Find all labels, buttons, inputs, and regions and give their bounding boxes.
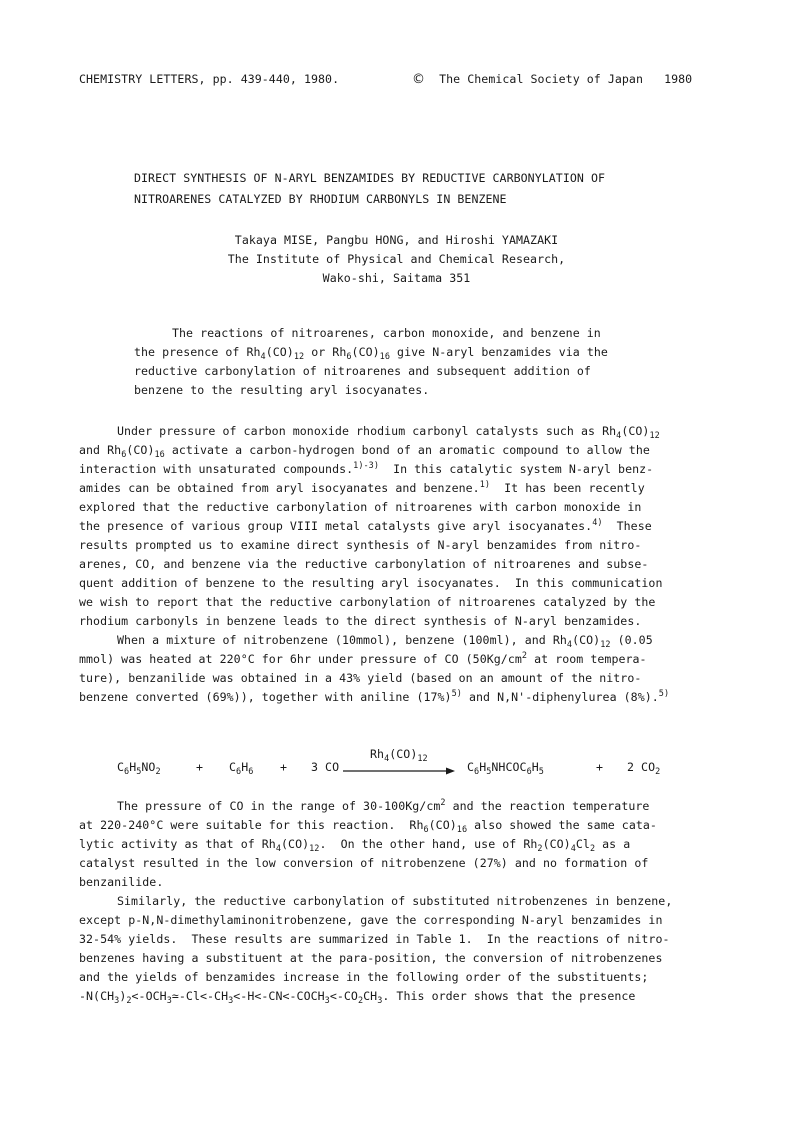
author-names: Takaya MISE, Pangbu HONG, and Hiroshi YAMAZAKI	[234, 233, 559, 247]
author-institute: The Institute of Physical and Chemical Research,	[227, 252, 566, 266]
reactant-co: 3 CO	[311, 760, 340, 774]
body-line: ture), benzanilide was obtained in a 43% yield (based on an amount of the nitro-	[79, 671, 642, 685]
abstract-line: the presence of $Rh_4(CO)_{12}$ or $Rh_6(CO)_{16}$ give N-aryl benzamides via the	[134, 345, 608, 362]
body-line: at 220-240°C were suitable for this reaction. $Rh_6(CO)_{16}$ also showed the same cata-	[79, 818, 657, 835]
title-line-2: NITROARENES CATALYZED BY RHODIUM CARBONYLS IN BENZENE	[134, 192, 507, 206]
body-line: quent addition of benzene to the resulting aryl isocyanates. In this communication	[79, 576, 663, 590]
plus-sign: +	[280, 760, 288, 774]
author-address: Wako-shi, Saitama 351	[322, 271, 471, 285]
body-line: explored that the reductive carbonylation of nitroarenes with carbon monoxide in	[79, 500, 642, 514]
reactant-benzene: $C_6H_6$	[229, 760, 254, 777]
body-line: and $Rh_6(CO)_{16}$ activate a carbon-hydrogen bond of an aromatic compound to allow the	[79, 443, 650, 460]
title-line-1: DIRECT SYNTHESIS OF N-ARYL BENZAMIDES BY REDUCTIVE CARBONYLATION OF	[134, 171, 606, 185]
body-line: When a mixture of nitrobenzene (10mmol), benzene (100ml), and $Rh_4(CO)_{12}$ (0.05	[117, 633, 653, 650]
body-line: lytic activity as that of $Rh_4(CO)_{12}$. On the other hand, use of $Rh_2(CO)_4Cl_2$ as a	[79, 837, 631, 854]
product-co2: 2 $CO_2$	[627, 760, 661, 777]
body-line: arenes, CO, and benzene via the reductive carbonylation of nitroarenes and subse-	[79, 557, 649, 571]
body-line: results prompted us to examine direct synthesis of N-aryl benzamides from nitro-	[79, 538, 642, 552]
product-benzanilide: $C_6H_5NHCOC_6H_5$	[467, 760, 544, 777]
body-line: benzanilide.	[79, 875, 164, 889]
abstract-line: benzene to the resulting aryl isocyanates.	[134, 383, 430, 397]
plus-sign: +	[196, 760, 204, 774]
body-line: Under pressure of carbon monoxide rhodium carbonyl catalysts such as $Rh_4(CO)_{12}$	[117, 424, 660, 441]
body-line: catalyst resulted in the low conversion of nitrobenzene (27%) and no formation of	[79, 856, 649, 870]
body-line: we wish to report that the reductive carbonylation of nitroarenes catalyzed by the	[79, 595, 656, 609]
body-line: $-N(CH_3)_2<-OCH_3≃-Cl<-CH_3<-H<-CN<-COCH_3<-CO_2CH_3$. This order shows that the presence	[79, 989, 636, 1006]
body-line: The pressure of CO in the range of $30-100Kg/cm^2$ and the reaction temperature	[117, 798, 650, 813]
body-line: rhodium carbonyls in benzene leads to the direct synthesis of N-aryl benzamides.	[79, 614, 642, 628]
body-line: interaction with unsaturated compounds.$^{1)-3)}$ In this catalytic system N-aryl benz-	[79, 461, 654, 476]
body-line: benzene converted (69%)), together with aniline $(17\%)^{5)}$ and N,N'-diphenylurea (8%).$^{5)}$	[79, 689, 670, 704]
body-line: the presence of various group VIII metal catalysts give aryl isocyanates.$^{4)}$ These	[79, 518, 652, 533]
plus-sign: +	[596, 760, 604, 774]
copyright-line: © The Chemical Society of Japan 1980	[412, 72, 693, 87]
reactant-nitrobenzene: $C_6H_5NO_2$	[117, 760, 161, 777]
body-line: benzenes having a substituent at the para-position, the conversion of nitrobenzenes	[79, 951, 663, 965]
body-line: amides can be obtained from aryl isocyanates and benzene.$^{1)}$ It has been recently	[79, 480, 645, 495]
reaction-arrow-icon	[343, 766, 455, 776]
body-line: and the yields of benzamides increase in the following order of the substituents;	[79, 970, 649, 984]
body-line: Similarly, the reductive carbonylation of substituted nitrobenzenes in benzene,	[117, 894, 673, 908]
journal-citation: CHEMISTRY LETTERS, pp. 439-440, 1980.	[79, 72, 340, 86]
body-line: 32-54% yields. These results are summarized in Table 1. In the reactions of nitro-	[79, 932, 670, 946]
abstract-line: The reactions of nitroarenes, carbon monoxide, and benzene in	[172, 326, 601, 340]
abstract-line: reductive carbonylation of nitroarenes and subsequent addition of	[134, 364, 591, 378]
body-line: except p-N,N-dimethylaminonitrobenzene, gave the corresponding N-aryl benzamides in	[79, 913, 663, 927]
catalyst-label: $Rh_4(CO)_{12}$	[370, 747, 428, 764]
copyright-symbol: ©	[412, 72, 426, 87]
body-line: mmol) was heated at 220°C for 6hr under pressure of CO ($50Kg/cm^2$ at room tempera-	[79, 651, 647, 666]
